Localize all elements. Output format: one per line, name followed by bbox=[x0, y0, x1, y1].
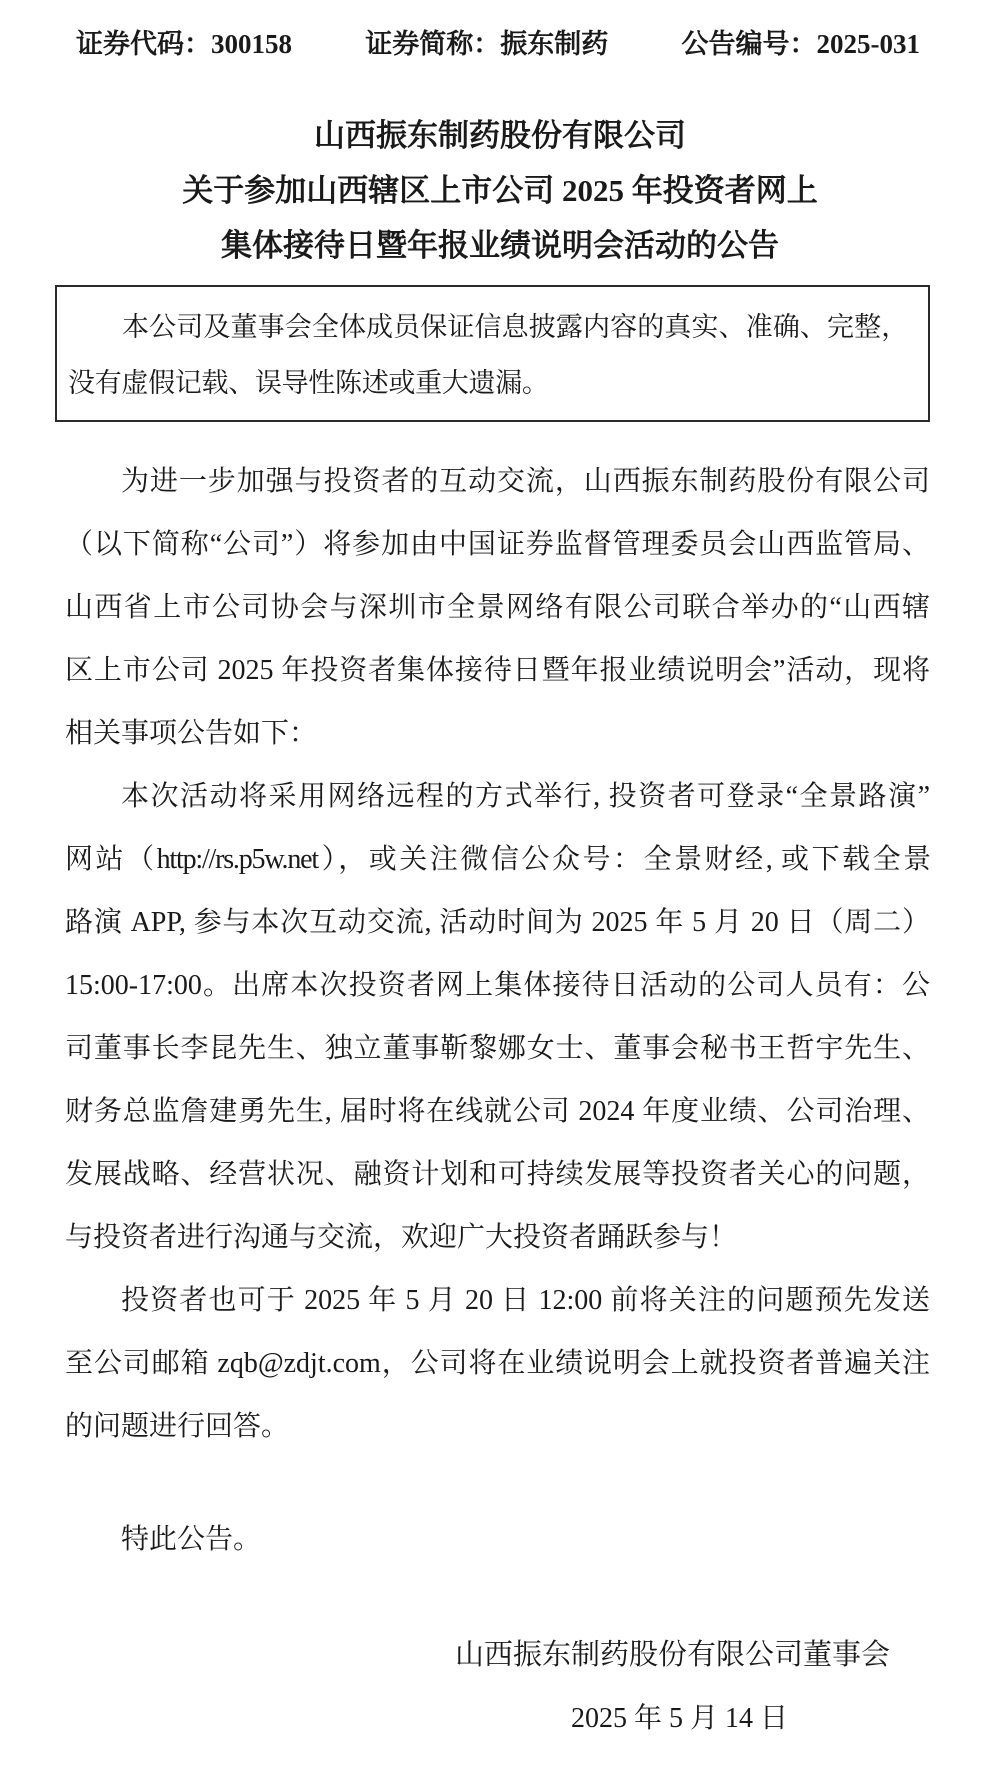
body-line: 至公司邮箱 zqb@zdjt.com，公司将在业绩说明会上就投资者普遍关注 bbox=[65, 1348, 930, 1379]
title-block bbox=[0, 108, 1000, 273]
body-line: 发展战略、经营状况、融资计划和可持续发展等投资者关心的问题， bbox=[65, 1159, 930, 1190]
disclaimer-box bbox=[55, 285, 930, 422]
title-line-3: 集体接待日暨年报业绩说明会活动的公告 bbox=[221, 228, 779, 263]
body-line: 财务总监詹建勇先生, 届时将在线就公司 2024 年度业绩、公司治理、 bbox=[65, 1096, 930, 1127]
body-line: 投资者也可于 2025 年 5 月 20 日 12:00 前将关注的问题预先发送 bbox=[121, 1285, 930, 1316]
body-line: 网站（http://rs.p5w.net），或关注微信公众号：全景财经, 或下载全景 bbox=[65, 844, 930, 875]
stock-abbr-text: 证券简称：振东制药 bbox=[365, 29, 609, 59]
body-line: 司董事长李昆先生、独立董事靳黎娜女士、董事会秘书王哲宇先生、 bbox=[65, 1033, 930, 1064]
stock-code-text: 证券代码：300158 bbox=[76, 29, 292, 59]
body-line: 路演 APP, 参与本次互动交流, 活动时间为 2025 年 5 月 20 日（周二） bbox=[65, 907, 930, 938]
announcement-no-text: 公告编号：2025-031 bbox=[681, 29, 920, 59]
body-line: 区上市公司 2025 年投资者集体接待日暨年报业绩说明会”活动，现将 bbox=[65, 655, 930, 686]
header-row bbox=[0, 24, 1000, 64]
signature-company: 山西振东制药股份有限公司董事会 bbox=[454, 1639, 890, 1671]
closing-text: 特此公告。 bbox=[121, 1524, 262, 1555]
body-line: 本次活动将采用网络远程的方式举行, 投资者可登录“全景路演” bbox=[121, 781, 930, 812]
disclaimer-line: 本公司及董事会全体成员保证信息披露内容的真实、准确、完整， bbox=[122, 312, 908, 342]
title-line-2: 关于参加山西辖区上市公司 2025 年投资者网上 bbox=[182, 173, 818, 208]
signature-block bbox=[0, 1624, 1000, 1750]
signature-date: 2025 年 5 月 14 日 bbox=[570, 1703, 788, 1734]
body-line: 的问题进行回答。 bbox=[65, 1411, 290, 1442]
body-line: 为进一步加强与投资者的互动交流，山西振东制药股份有限公司 bbox=[121, 466, 930, 497]
disclaimer-line: 没有虚假记载、误导性陈述或重大遗漏。 bbox=[68, 368, 549, 398]
body-line: 15:00-17:00。出席本次投资者网上集体接待日活动的公司人员有：公 bbox=[65, 970, 930, 1001]
title-line-company: 山西振东制药股份有限公司 bbox=[314, 118, 686, 153]
body-line: （以下简称“公司”）将参加由中国证券监督管理委员会山西监管局、 bbox=[65, 529, 930, 560]
body-line: 与投资者进行沟通与交流，欢迎广大投资者踊跃参与！ bbox=[65, 1222, 738, 1253]
body-line: 相关事项公告如下： bbox=[65, 718, 318, 749]
body-line: 山西省上市公司协会与深圳市全景网络有限公司联合举办的“山西辖 bbox=[65, 592, 930, 623]
document-body bbox=[0, 450, 1000, 1458]
